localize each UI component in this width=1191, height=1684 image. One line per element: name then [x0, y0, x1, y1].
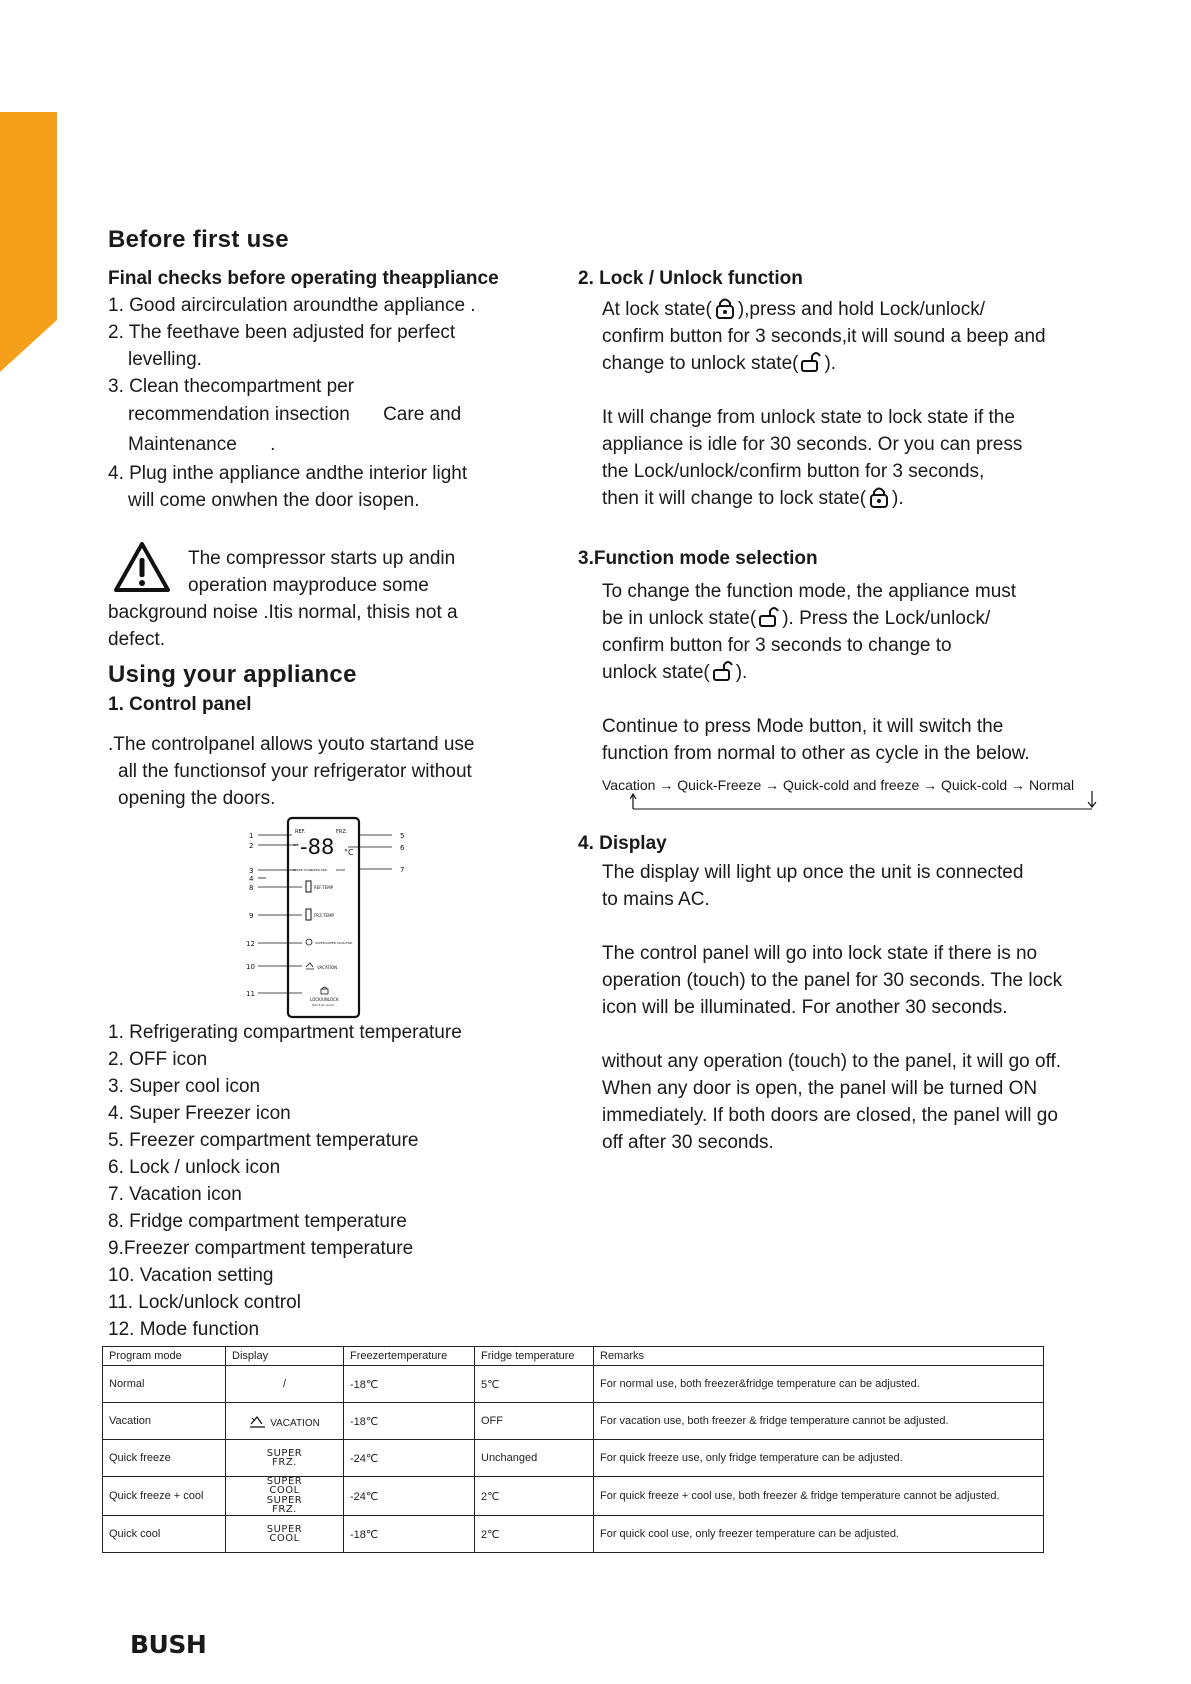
- mode-p1-line3: confirm button for 3 seconds to change to: [602, 635, 952, 656]
- warning-text: [108, 545, 578, 653]
- check-2b: levelling.: [128, 349, 202, 370]
- mode-table: [102, 1346, 1044, 1553]
- cell-freezer: -24℃: [344, 1477, 475, 1516]
- cell-mode: Quick freeze: [103, 1440, 226, 1477]
- cell-freezer: -18℃: [344, 1403, 475, 1440]
- lock-closed-icon: [868, 485, 890, 509]
- display-p1-line1: The display will light up once the unit is connected: [602, 862, 1024, 883]
- legend-2: 2. OFF icon: [108, 1049, 208, 1070]
- check-4b: will come onwhen the door isopen.: [128, 490, 420, 511]
- legend-12: 12. Mode function: [108, 1319, 260, 1340]
- lock-p2-b: ).: [892, 488, 904, 509]
- cell-remarks: For quick cool use, only freezer temperature can be adjusted.: [594, 1516, 1044, 1553]
- orange-side-tab: [0, 112, 57, 372]
- legend-5: 5. Freezer compartment temperature: [108, 1130, 419, 1151]
- panel-frz-temp: FRZ.TEMP: [314, 913, 334, 918]
- legend-1: 1. Refrigerating compartment temperature: [108, 1022, 462, 1043]
- table-row: [103, 1516, 1044, 1553]
- panel-vacation: VACATION: [317, 965, 338, 970]
- control-panel-title: 1. Control panel: [108, 694, 252, 715]
- cell-fridge: 2℃: [475, 1516, 594, 1553]
- intro-line-1: .The controlpanel allows youto startand use: [108, 734, 475, 755]
- panel-off: OFF: [293, 843, 299, 847]
- control-panel-diagram: [240, 815, 420, 1020]
- mode-p1-line2: [578, 605, 1118, 632]
- mode-p1-line1: To change the function mode, the appliance must: [602, 581, 1017, 602]
- vacation-label: VACATION: [270, 1417, 320, 1429]
- legend-9: 9.Freezer compartment temperature: [108, 1238, 414, 1259]
- table-header-row: [103, 1347, 1044, 1366]
- check-2: 2. The feethave been adjusted for perfect: [108, 322, 456, 343]
- lock-p1-c: change to unlock state(: [602, 353, 799, 374]
- warning-line-4: defect.: [108, 629, 166, 650]
- mode-p1-a: be in unlock state(: [602, 608, 757, 629]
- lock-p1-a: At lock state(: [602, 299, 712, 320]
- mode-p1-d: ).: [735, 662, 748, 683]
- check-3b-text: recommendation insection: [128, 404, 350, 425]
- lock-open-icon: [758, 605, 780, 629]
- cycle-arrow-4: →: [1011, 777, 1026, 793]
- lock-p1-b: ),press and hold Lock/unlock/: [737, 299, 985, 320]
- lock-section-title: 2. Lock / Unlock function: [578, 268, 803, 289]
- panel-ref-temp: REF.TEMP: [314, 885, 334, 890]
- num-8: 8: [249, 884, 254, 892]
- check-3c-dot: .: [270, 434, 276, 455]
- cell-remarks: For quick freeze use, only fridge temperature can be adjusted.: [594, 1440, 1044, 1477]
- legend-4: 4. Super Freezer icon: [108, 1103, 291, 1124]
- cell-display: [226, 1477, 344, 1516]
- lock-p1-d: ).: [824, 353, 837, 374]
- panel-super-frz: SUPER FRZ.: [310, 868, 328, 872]
- display-p2-line1: The control panel will go into lock state if there is no: [602, 943, 1038, 964]
- display-section-title: 4. Display: [578, 833, 667, 854]
- cycle-quick-cold: Quick-cold: [941, 777, 1008, 793]
- intro-line-3: opening the doors.: [118, 788, 276, 809]
- cycle-return-arrow: [630, 789, 1100, 813]
- cell-display: [226, 1516, 344, 1553]
- display-p3-line2: When any door is open, the panel will be turned ON: [602, 1078, 1038, 1099]
- cycle-quick-freeze: Quick-Freeze: [677, 777, 762, 793]
- before-first-use-title: Before first use: [108, 226, 289, 253]
- num-4: 4: [249, 875, 254, 883]
- final-checks-title: Final checks before operating theappliance: [108, 268, 499, 289]
- display-p3-line3: immediately. If both doors are closed, the panel will go: [602, 1105, 1058, 1126]
- lock-open-icon: [800, 350, 822, 374]
- check-4: 4. Plug inthe appliance andthe interior light: [108, 463, 468, 484]
- num-12: 12: [246, 940, 255, 948]
- check-3b: [108, 400, 568, 430]
- num-10: 10: [246, 963, 255, 971]
- cycle-normal: Normal: [1028, 777, 1075, 793]
- cycle-arrow-2: →: [765, 777, 780, 793]
- lock-p2-a: then it will change to lock state(: [602, 488, 867, 509]
- cycle-arrow-3: →: [923, 777, 938, 793]
- th-freezer: Freezertemperature: [344, 1347, 475, 1366]
- check-3b-care: Care and: [383, 404, 462, 425]
- legend-7: 7. Vacation icon: [108, 1184, 242, 1205]
- cell-remarks: For vacation use, both freezer & fridge temperature cannot be adjusted.: [594, 1403, 1044, 1440]
- num-11: 11: [246, 990, 255, 998]
- lock-p2-line2: appliance is idle for 30 seconds. Or you can press: [602, 434, 1023, 455]
- control-intro: [108, 731, 578, 812]
- num-1: 1: [249, 832, 254, 840]
- cell-mode: Quick cool: [103, 1516, 226, 1553]
- num-7: 7: [400, 866, 405, 874]
- num-9: 9: [249, 912, 254, 920]
- cell-freezer: -18℃: [344, 1516, 475, 1553]
- check-3c: [108, 430, 568, 460]
- final-checks: [108, 268, 568, 514]
- super-cool-label: SUPER COOL: [266, 1523, 303, 1544]
- lock-p1-line2: confirm button for 3 seconds,it will sound a beep and: [602, 326, 1046, 347]
- panel-mode: MODE: [336, 868, 346, 872]
- mode-p1-c: unlock state(: [602, 662, 710, 683]
- cell-display: /: [226, 1366, 344, 1403]
- panel-super-modes: SUPER/SUPER COOL/FRZ.: [315, 941, 354, 945]
- lock-closed-icon: [714, 296, 736, 320]
- num-2: 2: [249, 842, 254, 850]
- panel-unit: °C: [344, 848, 354, 857]
- mode-section-title: 3.Function mode selection: [578, 548, 818, 569]
- super-cool-label: SUPER COOL: [266, 1476, 303, 1496]
- num-3: 3: [249, 867, 254, 875]
- cell-display: [226, 1403, 344, 1440]
- cell-mode: Vacation: [103, 1403, 226, 1440]
- num-5: 5: [400, 832, 405, 840]
- cell-remarks: For quick freeze + cool use, both freezer & fridge temperature cannot be adjusted.: [594, 1477, 1044, 1516]
- num-6: 6: [400, 844, 405, 852]
- cell-fridge: 2℃: [475, 1477, 594, 1516]
- cell-fridge: Unchanged: [475, 1440, 594, 1477]
- display-p3-line1: without any operation (touch) to the panel, it will go off.: [602, 1051, 1062, 1072]
- lock-p1-line3: [578, 350, 1118, 377]
- cell-freezer: -18℃: [344, 1366, 475, 1403]
- cell-fridge: 5℃: [475, 1366, 594, 1403]
- cycle-quick-cold-freeze: Quick-cold and freeze: [783, 777, 920, 793]
- legend-3: 3. Super cool icon: [108, 1076, 261, 1097]
- mode-cycle: [578, 777, 1118, 817]
- display-p3-line4: off after 30 seconds.: [602, 1132, 774, 1153]
- check-3c-text: Maintenance: [128, 434, 237, 455]
- cycle-vacation: Vacation: [602, 777, 656, 793]
- vacation-icon: [249, 1414, 267, 1428]
- panel-ref: REF.: [295, 829, 306, 835]
- lock-p2-line3: the Lock/unlock/confirm button for 3 seconds,: [602, 461, 985, 482]
- panel-lock: LOCK/UNLOCK: [310, 997, 339, 1002]
- cell-freezer: -24℃: [344, 1440, 475, 1477]
- cycle-arrow-1: →: [659, 777, 674, 793]
- check-3: 3. Clean thecompartment per: [108, 376, 355, 397]
- table-row: [103, 1477, 1044, 1516]
- mode-p1-b: ). Press the Lock/unlock/: [782, 608, 991, 629]
- check-1: 1. Good aircirculation aroundthe appliance .: [108, 295, 476, 316]
- display-p2-line3: icon will be illuminated. For another 30 seconds.: [602, 997, 1008, 1018]
- cell-mode: Quick freeze + cool: [103, 1477, 226, 1516]
- panel-lock-sub: Hold 3 sec unlock: [312, 1004, 335, 1007]
- th-program-mode: Program mode: [103, 1347, 226, 1366]
- panel-frz: FRZ.: [336, 829, 348, 835]
- th-fridge: Fridge temperature: [475, 1347, 594, 1366]
- legend-list: [108, 1019, 578, 1343]
- display-p1-line2: to mains AC.: [602, 889, 710, 910]
- cell-fridge: OFF: [475, 1403, 594, 1440]
- lock-open-icon: [712, 659, 734, 683]
- legend-6: 6. Lock / unlock icon: [108, 1157, 281, 1178]
- warning-line-1: The compressor starts up andin: [188, 548, 456, 569]
- super-frz-label: SUPER FRZ.: [266, 1495, 303, 1515]
- table-row: [103, 1403, 1044, 1440]
- lock-p2-line1: It will change from unlock state to lock state if the: [602, 407, 1015, 428]
- display-p2-line2: operation (touch) to the panel for 30 seconds. The lock: [602, 970, 1063, 991]
- using-title: Using your appliance: [108, 661, 357, 688]
- panel-super-cool: SUPER COOL: [293, 868, 313, 872]
- mode-p1-line4: [578, 659, 1118, 686]
- mode-p2-line1: Continue to press Mode button, it will switch the: [602, 716, 1004, 737]
- lock-p1-line1: [578, 296, 1118, 323]
- th-display: Display: [226, 1347, 344, 1366]
- brand-logo: BUSH: [130, 1630, 207, 1659]
- warning-line-2: operation mayproduce some: [188, 575, 429, 596]
- cell-remarks: For normal use, both freezer&fridge temperature can be adjusted.: [594, 1366, 1044, 1403]
- lock-p2-line4: [578, 485, 1118, 512]
- table-row: [103, 1440, 1044, 1477]
- legend-8: 8. Fridge compartment temperature: [108, 1211, 407, 1232]
- legend-11: 11. Lock/unlock control: [108, 1292, 301, 1313]
- legend-10: 10. Vacation setting: [108, 1265, 274, 1286]
- mode-p2-line2: function from normal to other as cycle in the below.: [602, 743, 1030, 764]
- warning-line-3: background noise .Itis normal, thisis not a: [108, 602, 458, 623]
- cell-display: [226, 1440, 344, 1477]
- th-remarks: Remarks: [594, 1347, 1044, 1366]
- right-column: [578, 268, 1118, 1156]
- table-row: [103, 1366, 1044, 1403]
- super-frz-label: SUPER FRZ.: [266, 1447, 303, 1468]
- intro-line-2: all the functionsof your refrigerator without: [118, 761, 472, 782]
- cell-mode: Normal: [103, 1366, 226, 1403]
- panel-digits: -88: [300, 835, 335, 859]
